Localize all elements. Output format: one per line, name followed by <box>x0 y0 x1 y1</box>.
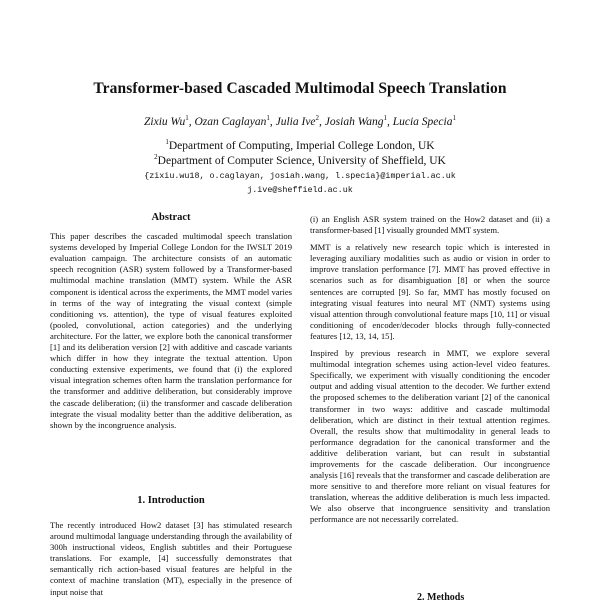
author-affil-mark: 2 <box>315 114 320 122</box>
author-name: Josiah Wang <box>324 115 384 128</box>
author-name: Ozan Caglayan <box>194 115 267 128</box>
author-affil-mark: 1 <box>383 114 387 122</box>
author-affil-mark: 1 <box>452 114 456 122</box>
author-list: Zixiu Wu$^1$, Ozan Caglayan$^1$, Julia Ive$^2$, Josiah Wang$^1$, Lucia Specia$^1$ <box>144 114 456 128</box>
author-affil-mark: 1 <box>266 114 270 122</box>
intro-section <box>50 520 292 604</box>
affiliation-mark: 2 <box>154 153 158 161</box>
author-name: Lucia Specia <box>392 115 453 128</box>
affiliation-text: Department of Computing, Imperial College London, UK <box>168 139 435 152</box>
abstract-section <box>50 212 292 437</box>
author-affil-mark: 1 <box>185 114 189 122</box>
author-name: Zixiu Wu <box>144 115 186 128</box>
intro-heading: 1. Introduction <box>137 495 205 506</box>
paper-title: Transformer-based Cascaded Multimodal Speech Translation <box>93 80 507 97</box>
intro-section-head <box>50 495 292 506</box>
author-name: Julia Ive <box>275 115 316 128</box>
affiliation-text: Department of Computer Science, University of Sheffield, UK <box>157 154 446 167</box>
abstract-heading: Abstract <box>151 212 191 223</box>
abstract-text: This paper describes the cascaded multimodal speech translation systems developed by Imperial College London for the IWSLT 2019 evaluation campaign. The architecture consists of an automatic speech recognition (ASR) system followed by a Transformer-based multimodal machine translation (MMT) system. While the ASR component is identical across the experiments, the MMT model varies in terms of the way of integrating the visual context (simple conditioning vs. attention), the type of visual features exploited (pooled, convolutional, action categories) and the underlying architecture. For the latter, we explore both the canonical transformer [1] and its deliberation version [2] with additive and cascade variants which differ in how they integrate the textual attention. Upon conducting extensive experiments, we found that (i) the explored visual integration schemes often harm the translation performance for the transformer and additive deliberation, but considerably improve the cascade deliberation; (ii) the transformer and cascade deliberation integrate the visual modality better than the additive deliberation, as shown by the incongruence analysis. <box>50 231 292 430</box>
affiliation-1 <box>0 138 600 152</box>
affiliation-2 <box>0 153 600 167</box>
body-paragraph: MMT is a relatively new research topic which is interested in leveraging auxiliary modalities such as audio or vision in order to improve translation performance [7]. MMT has proved effective in scenarios such as for disambiguation [8] or when the source sentences are corrupted [9]. So far, MMT has mostly focused on integrating visual features into neural MT (NMT) systems using visual attention through convolutional feature maps [10, 11] or visual conditioning of encoder/decoder blocks through fully-connected features [12, 13, 14, 15]. <box>310 242 550 341</box>
body-paragraph: (i) an English ASR system trained on the How2 dataset and (ii) a transformer-based [1] visually grounded MMT system. <box>310 214 550 236</box>
email-line-2: j.ive@sheffield.ac.uk <box>247 185 353 195</box>
right-column <box>310 214 550 532</box>
affiliation-mark: 1 <box>165 138 169 146</box>
next-section-heading: 2. Methods <box>417 592 465 603</box>
email-line-1: {zixiu.wu18, o.caglayan, josiah.wang, l.specia}@imperial.ac.uk <box>144 171 456 181</box>
intro-paragraph: The recently introduced How2 dataset [3] has stimulated research around multimodal language understanding through the availability of 300h instructional videos, English subtitles and their Portuguese translations. For example, [4] successfully demonstrates that semantically rich action-based visual features are helpful in the context of machine translation (MT), especially in the presence of input noise that <box>50 520 292 597</box>
body-paragraph: Inspired by previous research in MMT, we explore several multimodal integration schemes using action-level video features. Specifically, we experiment with visually conditioning the encoder output and adding visual attention to the decoder. We further extend the proposed schemes to the deliberation variant [2] of the canonical transformer in two ways: additive and cascade multimodal deliberation, which are distinct in their textual attention regimes. Overall, the results show that multimodality in general leads to performance degradation for the canonical transformer and the additive deliberation variant, but can result in substantial improvements for the cascade deliberation. Our incongruence analysis [16] reveals that the transformer and cascade deliberation are more sensitive to and therefore more reliant on visual features for translation, whereas the additive deliberation is much less impacted. We also observe that incongruence sensitivity and translation performance are not necessarily correlated. <box>310 348 550 525</box>
